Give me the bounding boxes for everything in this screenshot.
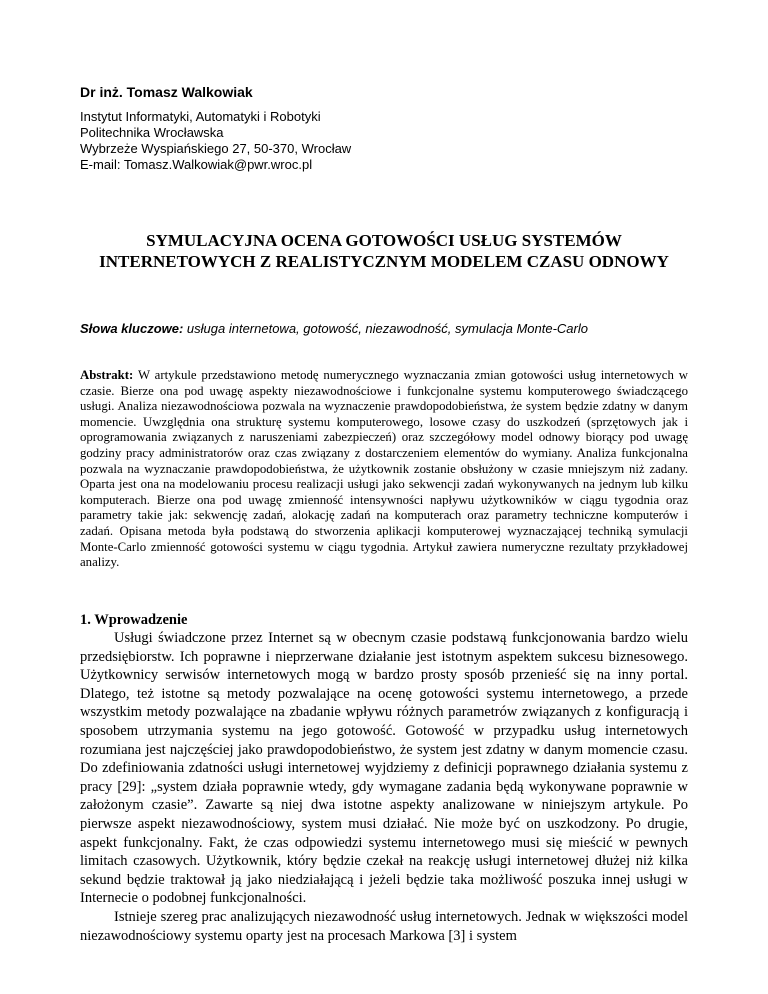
section-heading: 1. Wprowadzenie bbox=[80, 612, 188, 628]
abstract-label: Abstrakt: bbox=[80, 368, 134, 382]
abstract-text: W artykule przedstawiono metodę numerycznego wyznaczania zmian gotowości usług internetowych w czasie. Bierze ona pod uwagę aspekty niezawodnościowe i funkcjonalne systemu komputerowego świadczącego usługi. Analiza niezawodnościowa pozwala na wyznaczenie prawdopodobieństwa, że system będzie zdatny w danym momencie. Uwzględnia ona strukturę systemu komputerowego, losowe czasy do uszkodzeń (sprzętowych jak i oprogramowania związanych z naruszeniami zabezpieczeń) oraz szczegółowy model odnowy biorący pod uwagę godziny pracy administratorów oraz czas związany z dostarczeniem elementów do wymiany. Analiza funkcjonalna pozwala na wyznaczanie prawdopodobieństwa, że użytkownik zostanie obsłużony w czasie mniejszym niż zadany. Oparta jest ona na modelowaniu procesu realizacji usługi jako sekwencji zadań wykonywanych na jednym lub kilku komputerach. Bierze ona pod uwagę zmienność intensywności napływu użytkowników w ciągu tygodnia oraz parametry takie jak: sekwencję zadań, alokację zadań na komputerach oraz parametry techniczne komputerów i zadań. Opisana metoda była podstawą do stworzenia aplikacji komputerowej wyznaczającej techniką symulacji Monte-Carlo zmienność gotowości systemu w ciągu tygodnia. Artykuł zawiera numeryczne rezultaty przykładowej analizy. bbox=[80, 368, 688, 570]
affiliation-institute: Instytut Informatyki, Automatyki i Robotyki bbox=[80, 109, 321, 124]
affiliation-university: Politechnika Wrocławska bbox=[80, 125, 224, 140]
body-paragraph: Usługi świadczone przez Internet są w obecnym czasie podstawą funkcjonowania bardzo wielu przedsiębiorstw. Ich poprawne i nieprzerwane działanie jest istotnym aspektem sukcesu biznesowego. Użytkownicy serwisów internetowych mogą w bardzo prosty sposób przenieść się na inny portal. Dlatego, też istotne są metody pozwalające na ocenę gotowości systemu internetowego, a przede wszystkim metody pozwalające na zbadanie wpływu różnych parametrów związanych z konfiguracją i sposobem utrzymania systemu na jego gotowość. Gotowość w przypadku usług internetowych rozumiana jest najczęściej jako prawdopodobieństwo, że system jest zdatny w danym momencie czasu. Do zdefiniowania zdatności usługi internetowej wyjdziemy z definicji poprawnego działania systemu z pracy [29]: „system działa poprawnie wtedy, gdy wymagane zadania będą wykonywane poprawnie w założonym czasie”. Zawarte są niej dwa istotne aspekty analizowane w niniejszym artykule. Po pierwsze aspekt niezawodnościowy, system musi działać. Nie może być on uszkodzony. Po drugie, aspekt funkcjonalny. Fakt, że czas odpowiedzi systemu internetowego musi się mieścić w pewnych limitach czasowych. Użytkownik, który będzie czekał na reakcję usługi internetowej dłużej niż kilka sekund będzie traktował ją jako niedziałającą i jeżeli będzie taka możliwość poszuka innej usługi w Internecie o podobnej funkcjonalności. bbox=[80, 630, 688, 907]
affiliation-address: Wybrzeże Wyspiańskiego 27, 50-370, Wrocław bbox=[80, 141, 352, 156]
author-affiliation bbox=[80, 109, 351, 173]
abstract bbox=[80, 368, 688, 571]
author-name: Dr inż. Tomasz Walkowiak bbox=[80, 84, 253, 100]
keywords-label: Słowa kluczowe: bbox=[80, 321, 184, 336]
keywords-text: usługa internetowa, gotowość, niezawodność, symulacja Monte-Carlo bbox=[183, 321, 588, 336]
section-body bbox=[80, 629, 688, 945]
keywords bbox=[80, 321, 588, 336]
body-paragraph: Istnieje szereg prac analizujących niezawodność usług internetowych. Jednak w większości model niezawodnościowy systemu oparty jest na procesach Markowa [3] i system bbox=[80, 908, 688, 944]
affiliation-email: E-mail: Tomasz.Walkowiak@pwr.wroc.pl bbox=[80, 157, 313, 172]
paper-title: SYMULACYJNA OCENA GOTOWOŚCI USŁUG SYSTEMÓW INTERNETOWYCH Z REALISTYCZNYM MODELEM CZASU ODNOWY bbox=[99, 231, 669, 271]
